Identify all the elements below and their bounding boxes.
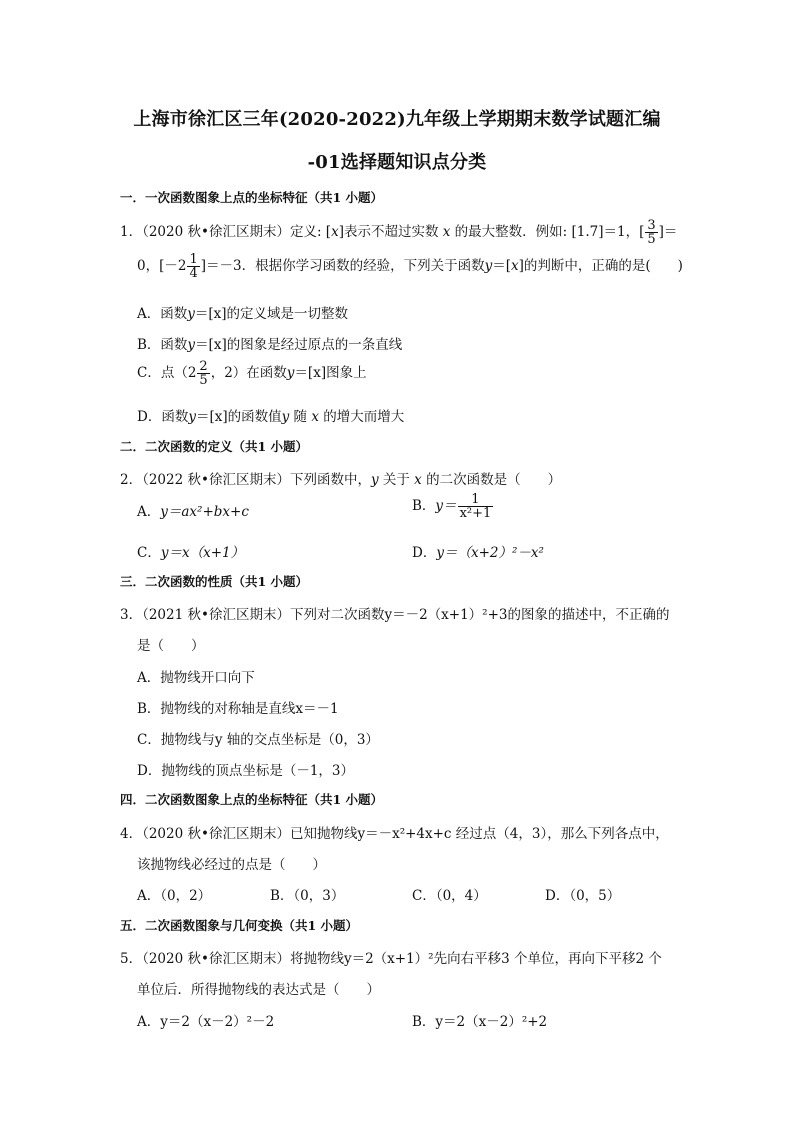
question-3-option-d: D．抛物线的顶点坐标是（－1，3） [137, 763, 355, 779]
question-4-stem-line1: 4．（2020 秋•徐汇区期末）已知抛物线y＝－x²+4x+c 经过点（4，3），那么下列各点中， [120, 826, 669, 842]
question-3-stem-line2: 是（ ） [137, 638, 205, 654]
question-5-stem-line1: 5．（2020 秋•徐汇区期末）将抛物线y＝2（x+1）²先向右平移3 个单位，再向下平移2 个 [120, 951, 662, 967]
fraction-1-4: $\frac{1}{4}$ [189, 252, 198, 281]
fraction-3-5: $\frac{3}{5}$ [647, 218, 656, 247]
fraction-2-5: $\frac{2}{5}$ [199, 359, 208, 388]
fraction-1-over-x2-plus-1: $\frac{1}{\text{x²+1}}$ [459, 492, 492, 521]
section-heading-4: 四．二次函数图象上点的坐标特征（共1 小题） [120, 792, 384, 807]
document-title-line2: -01选择题知识点分类 [307, 152, 487, 173]
section-heading-1: 一．一次函数图象上点的坐标特征（共1 小题） [120, 190, 384, 205]
question-3-stem-line1: 3．（2021 秋•徐汇区期末）下列对二次函数y＝－2（x+1）²+3的图象的描述中，不正确的 [120, 607, 670, 623]
question-4-option-c: C．（0，4） [412, 888, 487, 904]
question-1-option-b: B．函数y＝[x]的图象是经过原点的一条直线 [137, 337, 403, 353]
question-2-option-c: C．y＝x（x+1） [137, 545, 245, 561]
question-4-stem-line2: 该抛物线必经过的点是（ ） [137, 857, 326, 873]
question-4-option-d: D．（0，5） [545, 888, 621, 904]
question-2-option-b: B．y＝ $\frac{1}{\text{x²+1}}$ [412, 492, 492, 521]
section-heading-3: 三．二次函数的性质（共1 小题） [120, 574, 309, 589]
question-5-option-a: A．y＝2（x－2）²－2 [137, 1014, 275, 1030]
question-2-option-a: A．y＝ax²+bx+c [137, 504, 249, 520]
section-heading-2: 二．二次函数的定义（共1 小题） [120, 439, 309, 454]
question-1-option-c: C．点（2 $\frac{2}{5}$ ，2）在函数y＝[x]图象上 [137, 359, 367, 388]
question-3-option-a: A．抛物线开口向下 [137, 670, 255, 686]
question-1-line2: 0，[－2 $\frac{1}{4}$ ]＝－3．根据你学习函数的经验，下列关于函数y＝[x]的判断中，正确的是( ) [137, 252, 683, 281]
question-2-option-d: D．y＝（x+2）²－x² [412, 545, 544, 561]
document-title-line1: 上海市徐汇区三年(2020-2022)九年级上学期期末数学试题汇编 [133, 109, 661, 130]
question-4-option-a: A．（0，2） [137, 888, 212, 904]
question-4-option-b: B．（0，3） [270, 888, 345, 904]
question-5-stem-line2: 单位后．所得抛物线的表达式是（ ） [137, 982, 380, 998]
question-1-option-d: D．函数y＝[x]的函数值y 随 x 的增大而增大 [137, 409, 405, 425]
question-1-line1: 1．（2020 秋•徐汇区期末）定义: [x]表示不超过实数 x 的最大整数．例如: [1.7]＝1，[ $\frac{3}{5}$ ]＝ [120, 218, 678, 247]
question-3-option-c: C．抛物线与y 轴的交点坐标是（0，3） [137, 732, 379, 748]
question-3-option-b: B．抛物线的对称轴是直线x＝－1 [137, 701, 339, 717]
question-2-stem: 2．（2022 秋•徐汇区期末）下列函数中，y 关于 x 的二次函数是（ ） [120, 472, 562, 488]
section-heading-5: 五．二次函数图象与几何变换（共1 小题） [120, 918, 359, 933]
question-1-option-a: A．函数y＝[x]的定义域是一切整数 [137, 306, 349, 322]
question-5-option-b: B．y＝2（x－2）²+2 [412, 1014, 548, 1030]
